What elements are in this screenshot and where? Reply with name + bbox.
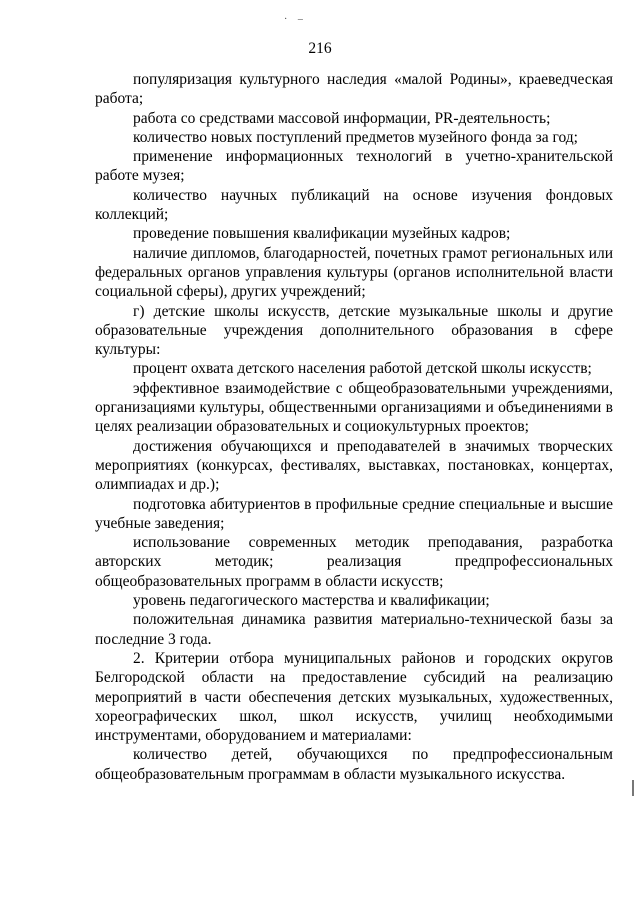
paragraph: количество новых поступлений предметов музейного фонда за год; xyxy=(133,128,578,146)
paragraph: проведение повышения квалификации музейных кадров; xyxy=(133,225,511,243)
paragraph: количество детей, обучающихся по предпрофессиональным общеобразовательным программам в области музыкального искусства. xyxy=(95,746,613,783)
paragraph: процент охвата детского населения работой детской школы искусств; xyxy=(133,360,592,378)
paragraph: работа со средствами массовой информации, PR-деятельность; xyxy=(133,109,551,127)
paragraph: положительная динамика развития материально-технической базы за последние 3 года. xyxy=(95,611,613,648)
paragraph: популяризация культурного наследия «малой Родины», краеведческая работа; xyxy=(95,71,613,108)
scan-edge-mark xyxy=(632,780,634,796)
paragraph: эффективное взаимодействие с общеобразовательными учреждениями, организациями культуры, общественными организациями и объединениями в целях реализации образовательных и социокультурных проектов; xyxy=(95,379,613,436)
paragraph: использование современных методик преподавания, разработка авторских методик; реализация предпрофессиональных общеобразовательных программ в области искусств; xyxy=(95,534,613,590)
document-body xyxy=(95,70,613,784)
paragraph: подготовка абитуриентов в профильные средние специальные и высшие учебные заведения; xyxy=(95,495,613,532)
paragraph: наличие дипломов, благодарностей, почетных грамот региональных или федеральных органов управления культуры (органов исполнительной власти социальной сферы), других учреждений; xyxy=(95,244,613,301)
page-number: 216 xyxy=(308,40,332,57)
paragraph: достижения обучающихся и преподавателей в значимых творческих мероприятиях (конкурсах, фестивалях, выставках, постановках, концертах, олимпиадах и др.); xyxy=(95,437,613,494)
paragraph: 2. Критерии отбора муниципальных районов и городских округов Белгородской области на предоставление субсидий на реализацию мероприятий в части обеспечения детских музыкальных, художественных, хореографических школ, школ искусств, училищ необходимыми инструментами, оборудованием и материалами: xyxy=(95,649,613,745)
paragraph: г) детские школы искусств, детские музыкальные школы и другие образовательные учреждения дополнительного образования в сфере культуры: xyxy=(95,302,613,359)
paragraph: применение информационных технологий в учетно-хранительской работе музея; xyxy=(95,148,613,185)
scan-speck-marks: · – xyxy=(284,14,307,25)
paragraph: количество научных публикаций на основе изучения фондовых коллекций; xyxy=(95,186,613,224)
paragraph: уровень педагогического мастерства и квалификации; xyxy=(133,592,490,610)
